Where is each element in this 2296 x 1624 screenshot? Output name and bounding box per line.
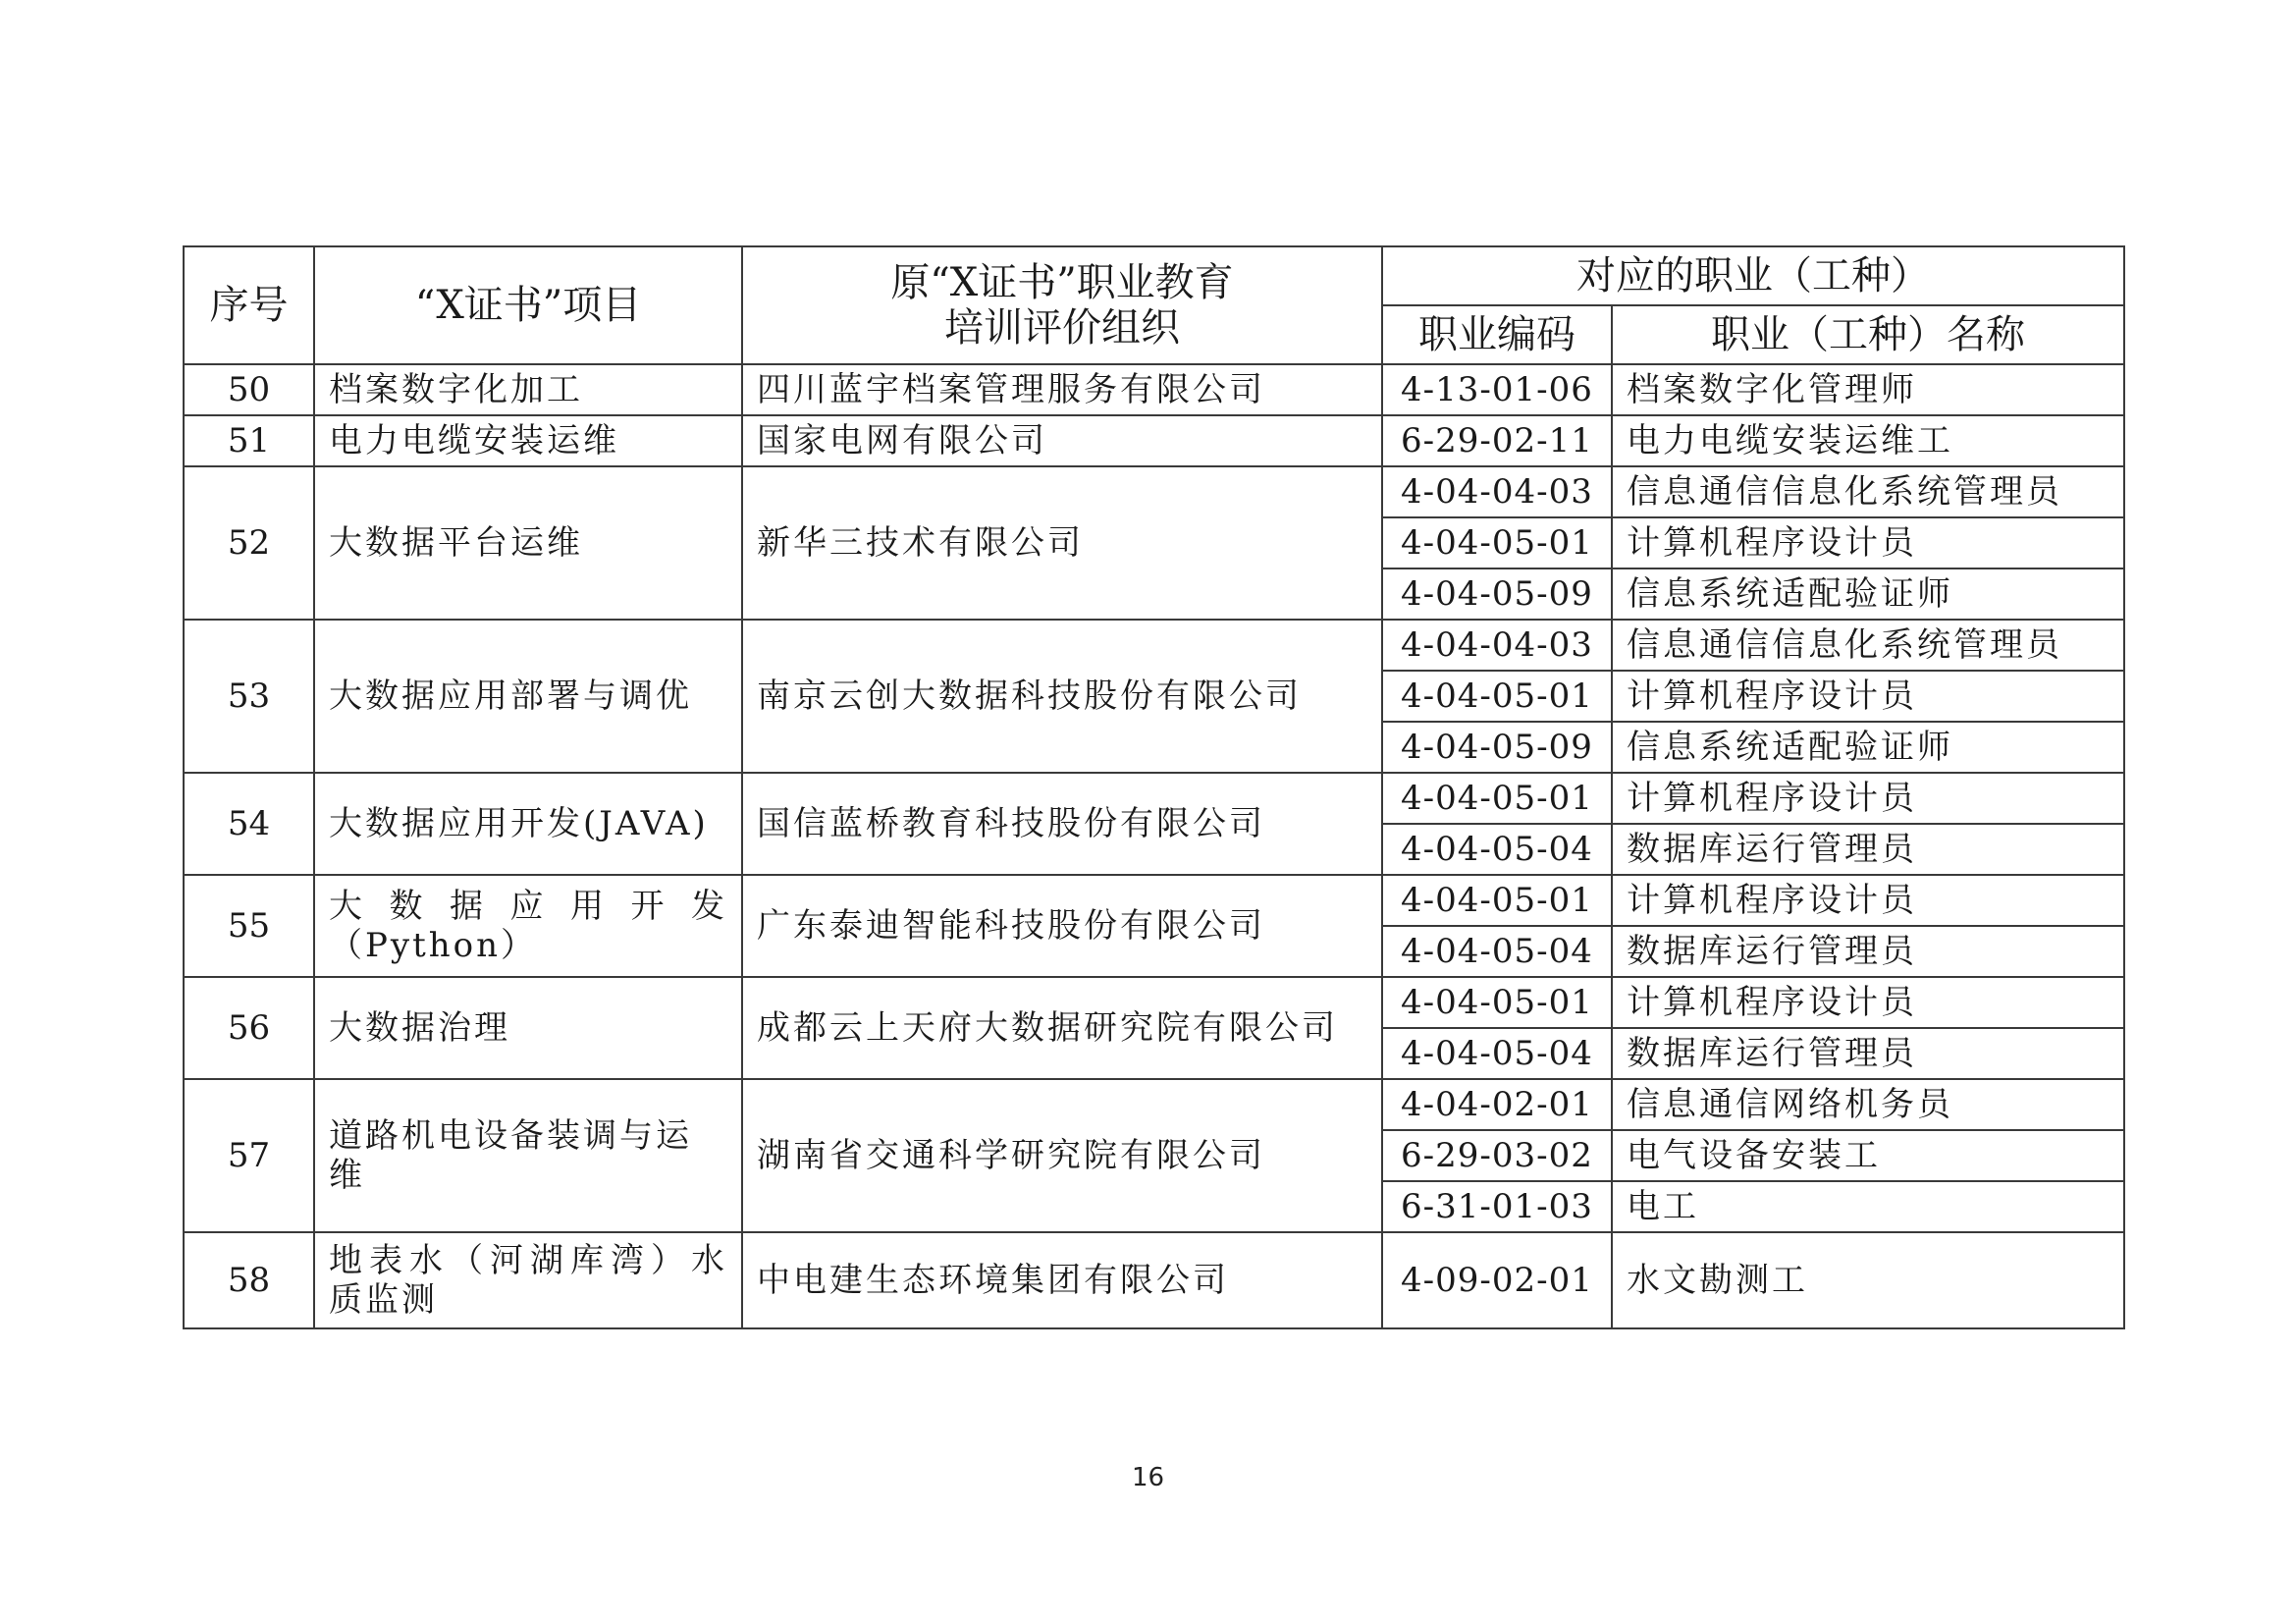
cell-occupation-code: 4-04-05-01 xyxy=(1382,875,1612,926)
cell-occupation-name: 信息系统适配验证师 xyxy=(1612,568,2124,620)
cell-occupation-code: 4-13-01-06 xyxy=(1382,364,1612,415)
table-row xyxy=(184,977,2124,1028)
header-project: “X证书”项目 xyxy=(314,246,742,364)
cell-project: 大数据治理 xyxy=(314,977,742,1079)
cell-occupation-code: 4-04-05-01 xyxy=(1382,517,1612,568)
cell-occupation-name: 计算机程序设计员 xyxy=(1612,875,2124,926)
cell-organization: 新华三技术有限公司 xyxy=(742,466,1382,620)
cell-occupation-name: 电力电缆安装运维工 xyxy=(1612,415,2124,466)
cell-occupation-name: 信息通信网络机务员 xyxy=(1612,1079,2124,1130)
cell-occupation-code: 4-04-05-04 xyxy=(1382,926,1612,977)
cell-occupation-name: 计算机程序设计员 xyxy=(1612,517,2124,568)
cell-occupation-name: 数据库运行管理员 xyxy=(1612,926,2124,977)
cell-project: 地表水（河湖库湾）水质监测 xyxy=(314,1232,742,1328)
cell-occupation-code: 4-04-05-01 xyxy=(1382,773,1612,824)
cell-occupation-name: 数据库运行管理员 xyxy=(1612,824,2124,875)
cell-occupation-name: 信息系统适配验证师 xyxy=(1612,722,2124,773)
cell-no: 54 xyxy=(184,773,314,875)
cell-no: 56 xyxy=(184,977,314,1079)
cell-no: 51 xyxy=(184,415,314,466)
table-row xyxy=(184,364,2124,415)
cell-occupation-code: 4-04-05-09 xyxy=(1382,568,1612,620)
cell-project: 电力电缆安装运维 xyxy=(314,415,742,466)
cell-project: 大数据应用开发(JAVA) xyxy=(314,773,742,875)
cell-no: 57 xyxy=(184,1079,314,1232)
cell-project: 大数据应用部署与调优 xyxy=(314,620,742,773)
cell-occupation-name: 计算机程序设计员 xyxy=(1612,977,2124,1028)
cell-occupation-code: 4-04-04-03 xyxy=(1382,466,1612,517)
header-occupation-group: 对应的职业（工种） xyxy=(1382,246,2124,305)
cell-occupation-name: 信息通信信息化系统管理员 xyxy=(1612,466,2124,517)
table-body xyxy=(184,364,2124,1328)
cell-occupation-code: 4-04-05-01 xyxy=(1382,977,1612,1028)
cell-occupation-name: 电工 xyxy=(1612,1181,2124,1232)
cell-occupation-code: 6-31-01-03 xyxy=(1382,1181,1612,1232)
header-code: 职业编码 xyxy=(1382,305,1612,364)
table-row xyxy=(184,773,2124,824)
header-occupation-name: 职业（工种）名称 xyxy=(1612,305,2124,364)
header-row xyxy=(184,246,2124,305)
cell-organization: 广东泰迪智能科技股份有限公司 xyxy=(742,875,1382,977)
cell-organization: 湖南省交通科学研究院有限公司 xyxy=(742,1079,1382,1232)
cell-occupation-code: 4-04-05-04 xyxy=(1382,1028,1612,1079)
cell-organization: 中电建生态环境集团有限公司 xyxy=(742,1232,1382,1328)
table-row xyxy=(184,415,2124,466)
cell-occupation-code: 6-29-02-11 xyxy=(1382,415,1612,466)
cell-project: 大数据应用开发（Python） xyxy=(314,875,742,977)
cell-organization: 四川蓝宇档案管理服务有限公司 xyxy=(742,364,1382,415)
cell-no: 53 xyxy=(184,620,314,773)
cell-occupation-name: 数据库运行管理员 xyxy=(1612,1028,2124,1079)
table-row xyxy=(184,1079,2124,1130)
cell-no: 58 xyxy=(184,1232,314,1328)
cell-occupation-name: 计算机程序设计员 xyxy=(1612,671,2124,722)
cell-project: 大数据平台运维 xyxy=(314,466,742,620)
cell-no: 52 xyxy=(184,466,314,620)
header-org-line1: 原“X证书”职业教育 xyxy=(890,260,1234,305)
header-no: 序号 xyxy=(184,246,314,364)
cell-occupation-code: 4-04-02-01 xyxy=(1382,1079,1612,1130)
cell-occupation-code: 6-29-03-02 xyxy=(1382,1130,1612,1181)
cell-no: 50 xyxy=(184,364,314,415)
cell-occupation-code: 4-04-04-03 xyxy=(1382,620,1612,671)
cell-project: 档案数字化加工 xyxy=(314,364,742,415)
cell-occupation-code: 4-09-02-01 xyxy=(1382,1232,1612,1328)
page-number: 16 xyxy=(1131,1463,1165,1492)
cell-organization: 南京云创大数据科技股份有限公司 xyxy=(742,620,1382,773)
cell-occupation-name: 信息通信信息化系统管理员 xyxy=(1612,620,2124,671)
cell-organization: 国信蓝桥教育科技股份有限公司 xyxy=(742,773,1382,875)
table-row xyxy=(184,1232,2124,1328)
header-org xyxy=(742,246,1382,364)
cell-occupation-code: 4-04-05-09 xyxy=(1382,722,1612,773)
table-header xyxy=(184,246,2124,364)
cell-no: 55 xyxy=(184,875,314,977)
cell-occupation-code: 4-04-05-01 xyxy=(1382,671,1612,722)
cell-occupation-name: 计算机程序设计员 xyxy=(1612,773,2124,824)
table-row xyxy=(184,466,2124,517)
cell-occupation-name: 电气设备安装工 xyxy=(1612,1130,2124,1181)
cell-occupation-name: 档案数字化管理师 xyxy=(1612,364,2124,415)
cell-project: 道路机电设备装调与运维 xyxy=(314,1079,742,1232)
certificate-occupation-table xyxy=(183,245,2125,1329)
table-row xyxy=(184,875,2124,926)
table-row xyxy=(184,620,2124,671)
header-org-line2: 培训评价组织 xyxy=(944,305,1180,351)
cell-organization: 成都云上天府大数据研究院有限公司 xyxy=(742,977,1382,1079)
cell-occupation-name: 水文勘测工 xyxy=(1612,1232,2124,1328)
cell-organization: 国家电网有限公司 xyxy=(742,415,1382,466)
cell-occupation-code: 4-04-05-04 xyxy=(1382,824,1612,875)
